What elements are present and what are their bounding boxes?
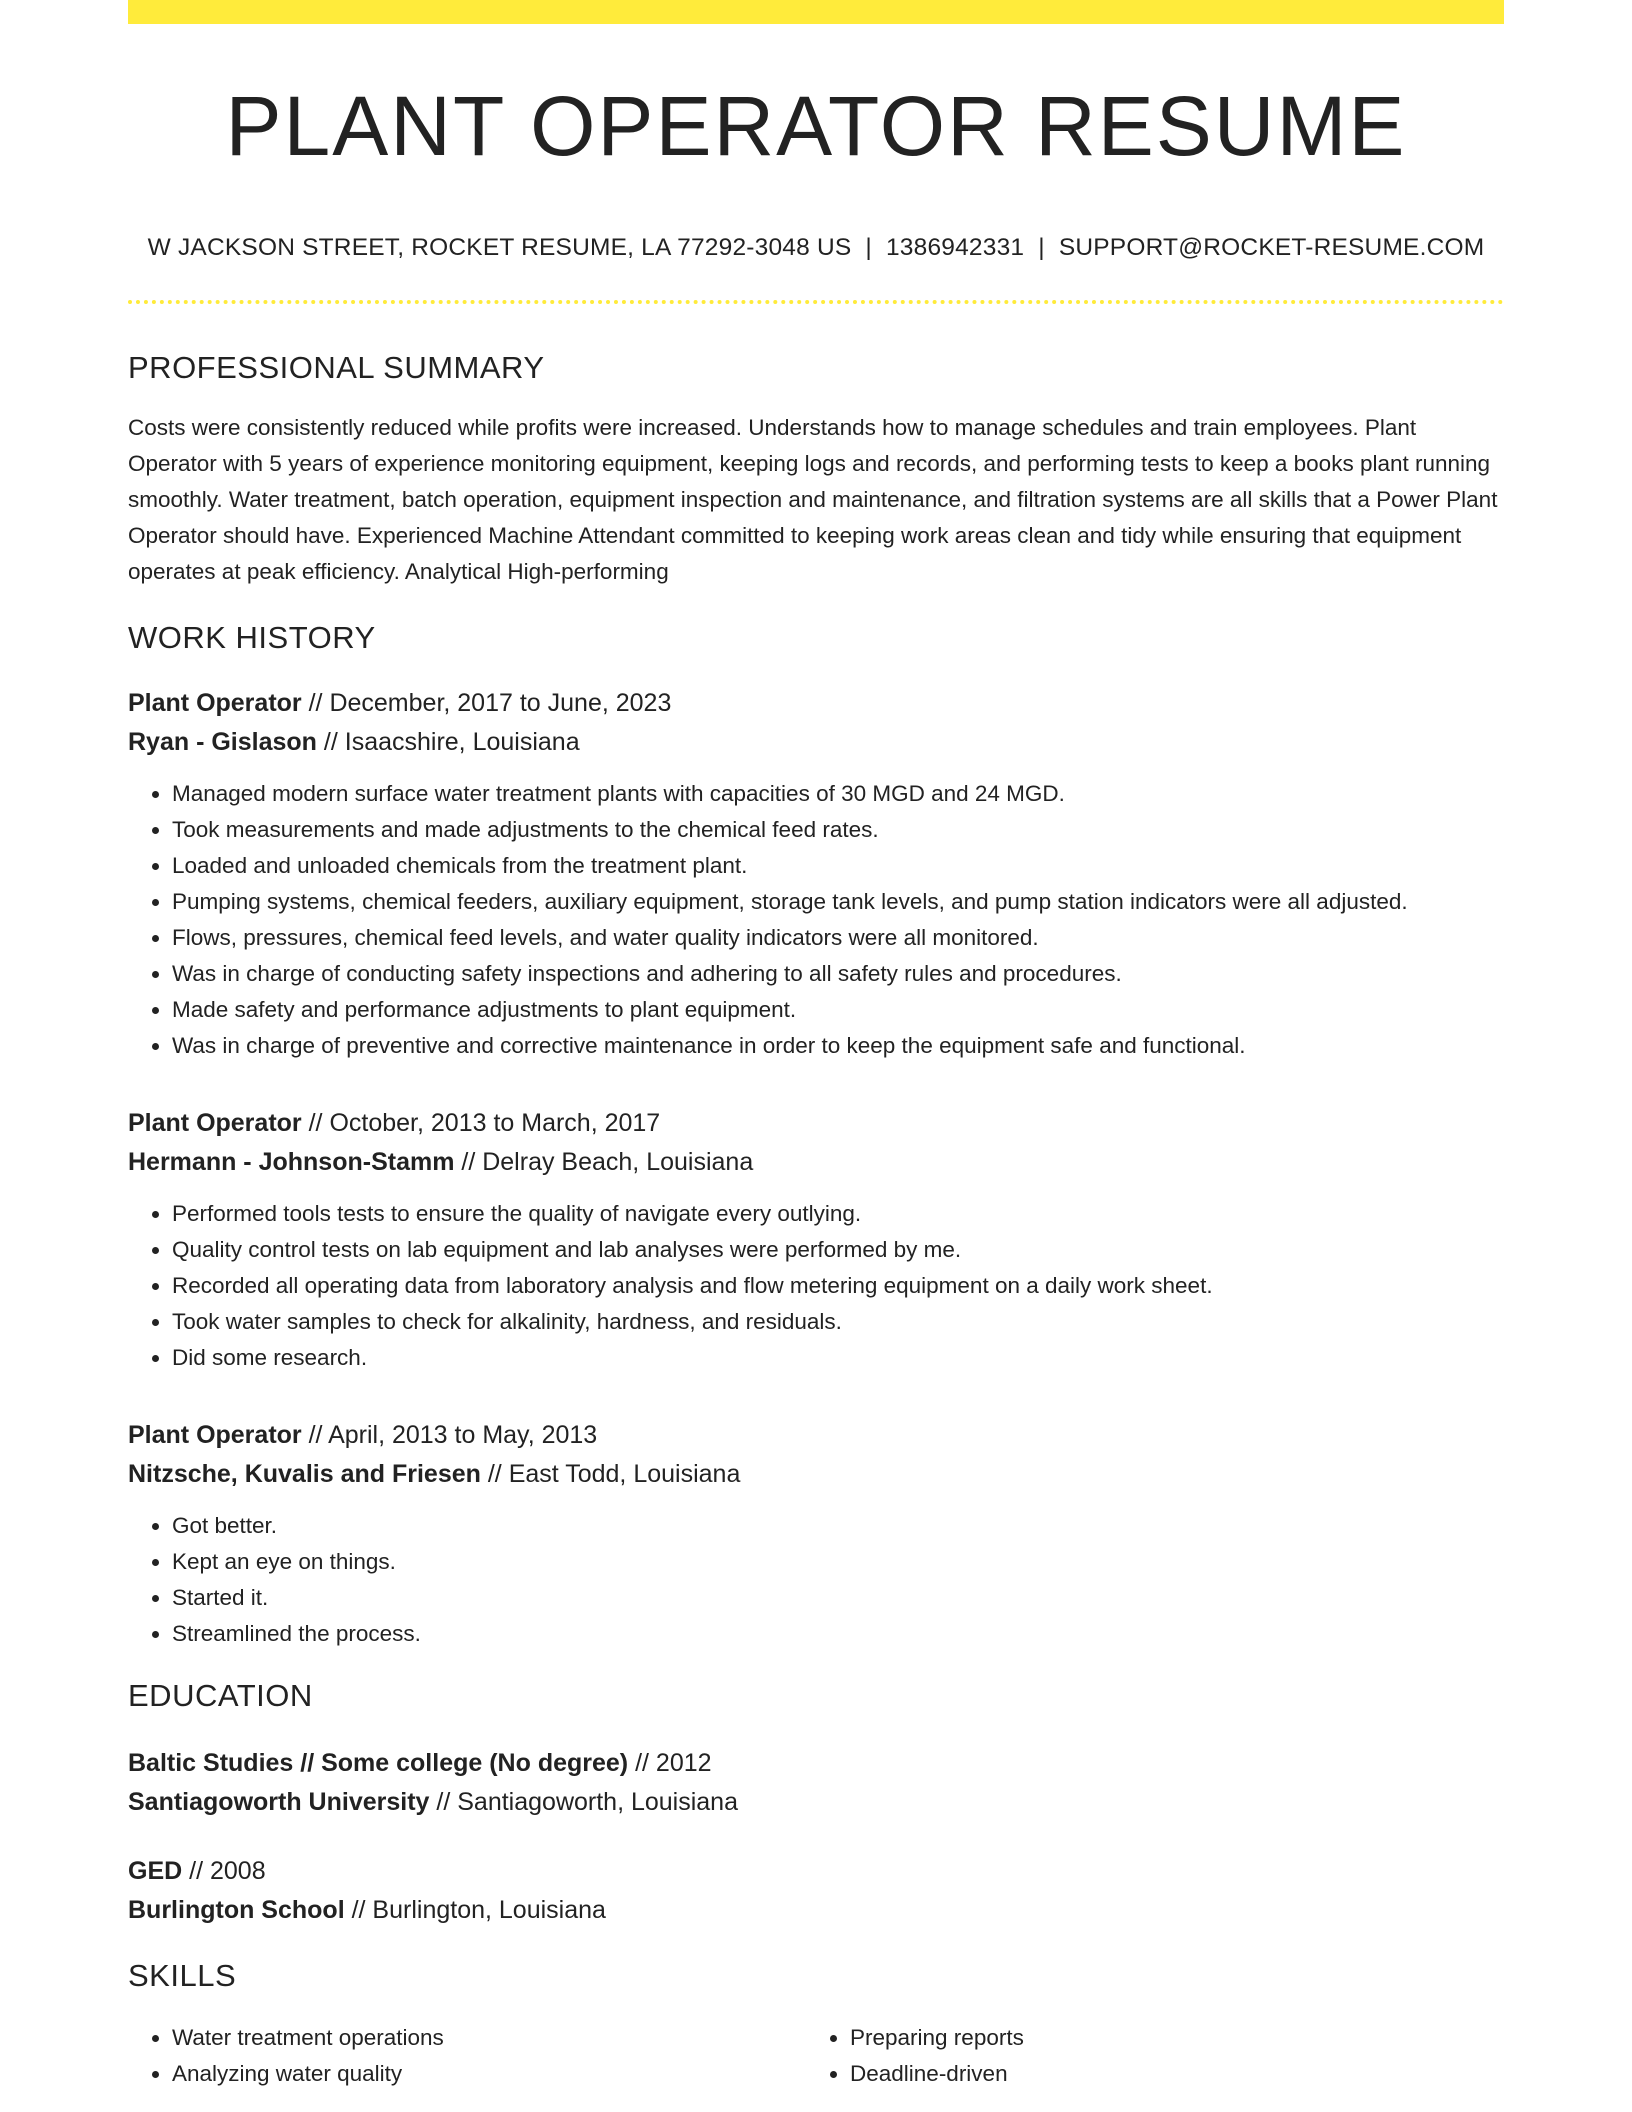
job-bullets: [128, 1508, 1504, 1652]
skills-list-left: [128, 2020, 806, 2092]
list-item: • Quality control tests on lab equipment and lab analyses were performed by me.: [172, 1232, 1504, 1268]
education-year: // 2012: [635, 1749, 712, 1778]
contact-phone: 1386942331: [885, 234, 1025, 262]
education-location: // Burlington, Louisiana: [351, 1896, 606, 1925]
education-location: // Santiagoworth, Louisiana: [436, 1788, 738, 1817]
skill-item: • Water treatment operations: [172, 2020, 806, 2056]
education-school: Burlington School: [128, 1896, 345, 1925]
job-bullets: [128, 1196, 1504, 1376]
list-item: • Was in charge of preventive and corrective maintenance in order to keep the equipment safe and functional.: [172, 1028, 1504, 1064]
contact-email: SUPPORT@ROCKET-RESUME.COM: [1058, 234, 1485, 262]
education-degree: Baltic Studies // Some college (No degree): [128, 1749, 629, 1778]
job-company-line: [128, 1455, 1504, 1494]
job-dates: // October, 2013 to March, 2017: [308, 1109, 661, 1138]
summary-heading: PROFESSIONAL SUMMARY: [128, 350, 545, 386]
education-entry: [128, 1744, 1504, 1822]
job-company: Ryan - Gislason: [128, 728, 317, 757]
contact-address: W JACKSON STREET, ROCKET RESUME, LA 77292-3048 US: [147, 234, 852, 262]
job-company-line: [128, 723, 1504, 762]
list-item: • Did some research.: [172, 1340, 1504, 1376]
skill-item: • Analyzing water quality: [172, 2056, 806, 2092]
job-company-line: [128, 1143, 1504, 1182]
education-school-line: [128, 1783, 1504, 1822]
accent-top-bar: [128, 0, 1504, 24]
list-item: • Pumping systems, chemical feeders, auxiliary equipment, storage tank levels, and pump station indicators were all adjusted.: [172, 884, 1504, 920]
list-item: • Flows, pressures, chemical feed levels, and water quality indicators were all monitored.: [172, 920, 1504, 956]
education-degree-line: [128, 1852, 1504, 1891]
job-bullets: [128, 776, 1504, 1064]
job-title: Plant Operator: [128, 1109, 302, 1138]
contact-separator: |: [1038, 234, 1045, 262]
work-history-heading: WORK HISTORY: [128, 620, 376, 656]
job-title: Plant Operator: [128, 1421, 302, 1450]
job-location: // Delray Beach, Louisiana: [461, 1148, 754, 1177]
list-item: • Made safety and performance adjustments to plant equipment.: [172, 992, 1504, 1028]
resume-page: [128, 0, 1504, 2092]
job-title-line: [128, 1416, 1504, 1455]
job-dates: // December, 2017 to June, 2023: [308, 689, 672, 718]
contact-separator: |: [865, 234, 872, 262]
list-item: • Was in charge of conducting safety inspections and adhering to all safety rules and procedures.: [172, 956, 1504, 992]
job-location: // East Todd, Louisiana: [487, 1460, 741, 1489]
list-item: • Started it.: [172, 1580, 1504, 1616]
education-degree-line: [128, 1744, 1504, 1783]
list-item: • Took measurements and made adjustments to the chemical feed rates.: [172, 812, 1504, 848]
list-item: • Managed modern surface water treatment plants with capacities of 30 MGD and 24 MGD.: [172, 776, 1504, 812]
education-entry: [128, 1852, 1504, 1930]
summary-text: Costs were consistently reduced while profits were increased. Understands how to manage schedules and train employees. Plant Operator with 5 years of experience monitoring equipment, keeping logs and records, and performing tests to keep a books plant running smoothly. Water treatment, batch operation, equipment inspection and maintenance, and filtration systems are all skills that a Power Plant Operator should have. Experienced Machine Attendant committed to keeping work areas clean and tidy while ensuring that equipment operates at peak efficiency. Analytical High-performing: [128, 415, 1498, 585]
resume-title: PLANT OPERATOR RESUME: [225, 79, 1407, 173]
list-item: • Got better.: [172, 1508, 1504, 1544]
job-location: // Isaacshire, Louisiana: [323, 728, 580, 757]
list-item: • Streamlined the process.: [172, 1616, 1504, 1652]
list-item: • Recorded all operating data from laboratory analysis and flow metering equipment on a daily work sheet.: [172, 1268, 1504, 1304]
job-company: Nitzsche, Kuvalis and Friesen: [128, 1460, 481, 1489]
job-title-line: [128, 1104, 1504, 1143]
job-title-line: [128, 684, 1504, 723]
list-item: • Took water samples to check for alkalinity, hardness, and residuals.: [172, 1304, 1504, 1340]
skills-heading: SKILLS: [128, 1958, 237, 1994]
job-company: Hermann - Johnson-Stamm: [128, 1148, 455, 1177]
skills-columns: [128, 2020, 1504, 2092]
list-item: • Performed tools tests to ensure the quality of navigate every outlying.: [172, 1196, 1504, 1232]
education-heading: EDUCATION: [128, 1678, 313, 1714]
education-degree: GED: [128, 1857, 183, 1886]
skills-list-right: [806, 2020, 1484, 2092]
list-item: • Loaded and unloaded chemicals from the treatment plant.: [172, 848, 1504, 884]
education-school-line: [128, 1891, 1504, 1930]
skill-item: • Deadline-driven: [850, 2056, 1484, 2092]
dotted-divider: [128, 300, 1504, 304]
skill-item: • Preparing reports: [850, 2020, 1484, 2056]
job-dates: // April, 2013 to May, 2013: [308, 1421, 598, 1450]
contact-line: [128, 234, 1504, 262]
job-title: Plant Operator: [128, 689, 302, 718]
education-school: Santiagoworth University: [128, 1788, 430, 1817]
job-entry: [128, 684, 1504, 1064]
job-entry: [128, 1104, 1504, 1376]
job-entry: [128, 1416, 1504, 1652]
list-item: • Kept an eye on things.: [172, 1544, 1504, 1580]
education-year: // 2008: [189, 1857, 266, 1886]
